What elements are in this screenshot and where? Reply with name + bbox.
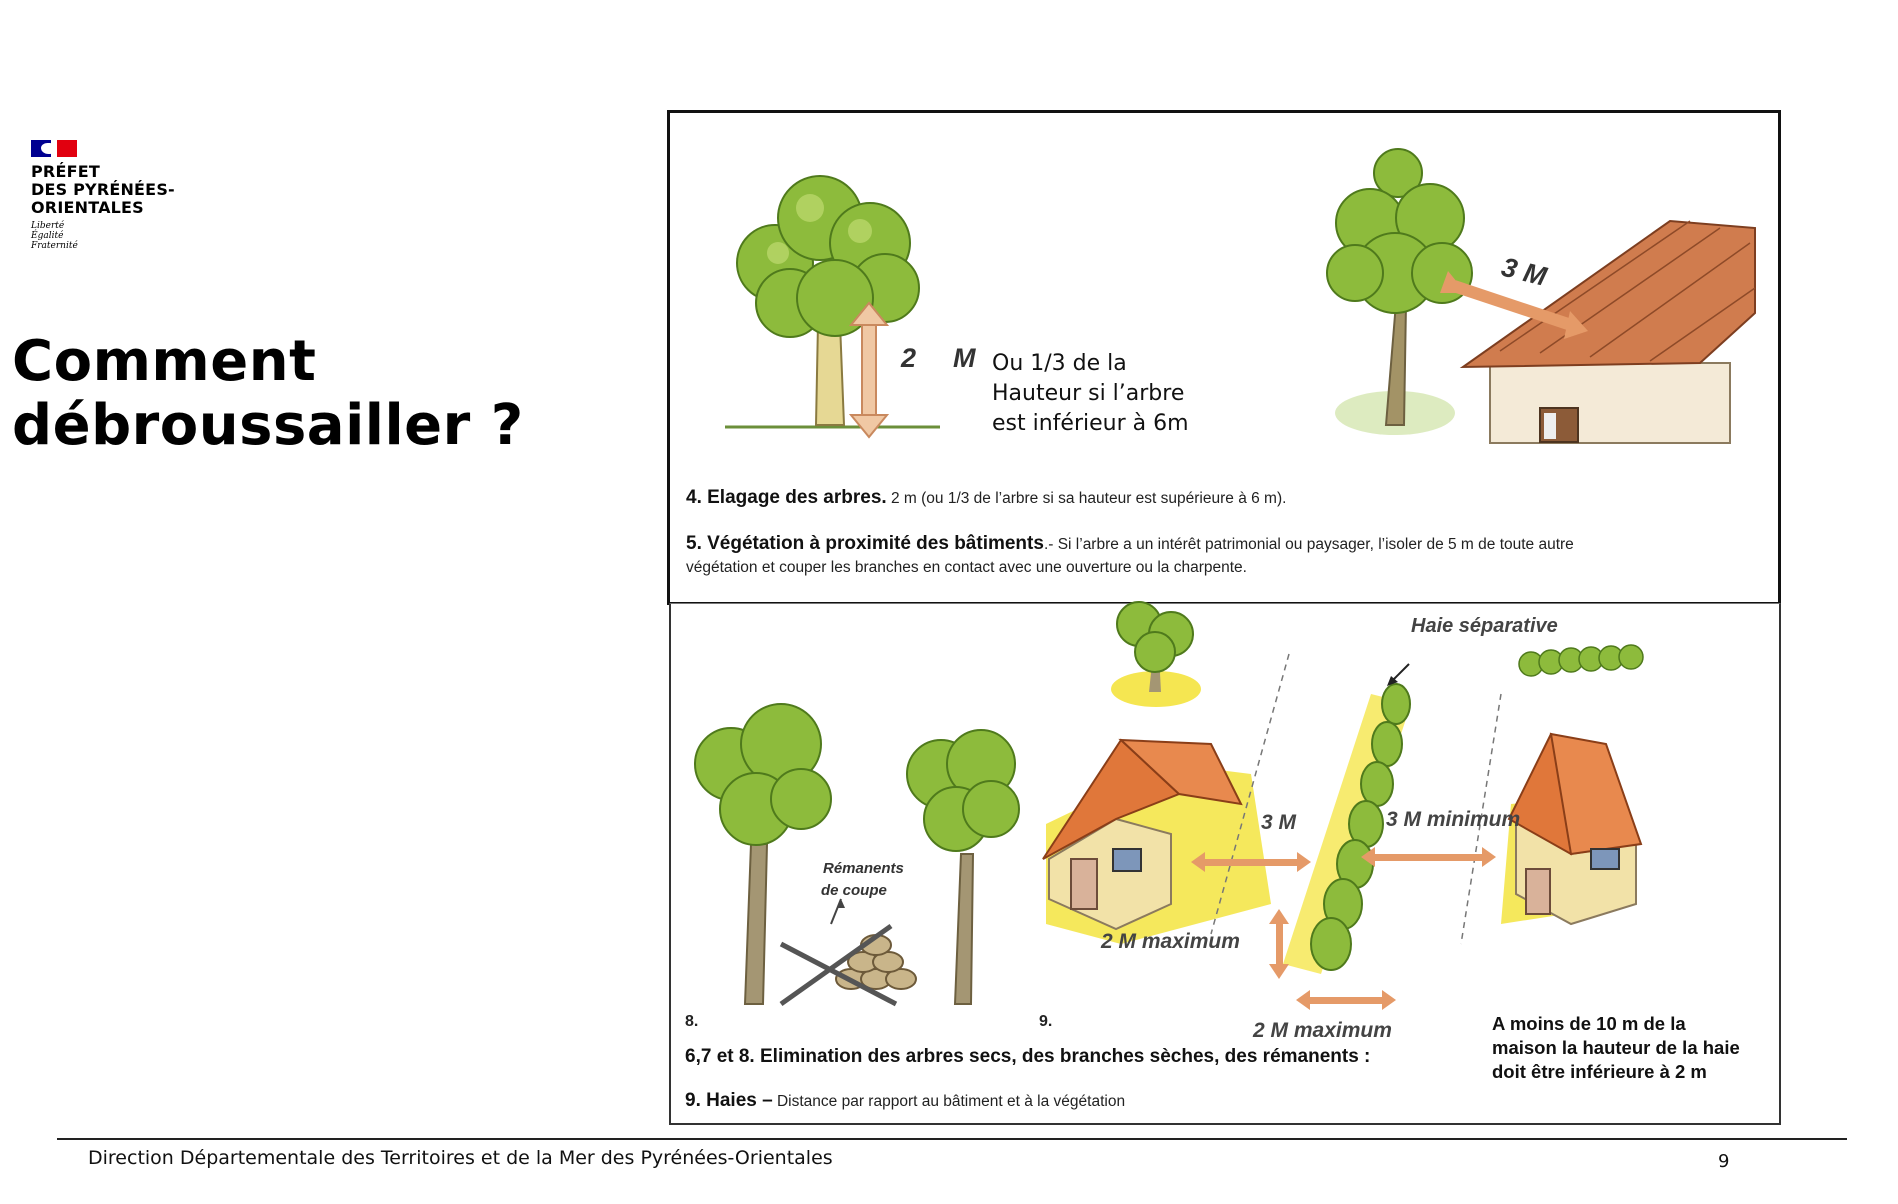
figure-number-8: 8.: [685, 1013, 699, 1030]
remanents-label-2: de coupe: [821, 882, 887, 899]
height-arrow-2m: [851, 303, 887, 437]
page-number: 9: [1718, 1151, 1730, 1172]
pruning-illustration: [670, 113, 1778, 483]
hedge-label: Haie séparative: [1411, 615, 1558, 637]
dead-wood-trees-illustration: [695, 704, 1019, 1004]
title-line-2: débroussailler ?: [12, 393, 524, 458]
hedge-height-note-line-3: doit être inférieure à 2 m: [1492, 1061, 1707, 1082]
prefecture-logo: [31, 140, 191, 251]
caption-5-line-2: végétation et couper les branches en contact avec une ouverture ou la charpente.: [686, 559, 1247, 576]
caption-5: [686, 533, 1574, 555]
tree-height-note: [992, 349, 1189, 439]
motto-egalite: Égalité: [31, 231, 64, 241]
label-2m-max-width: 2 M maximum: [1253, 1019, 1392, 1042]
label-3m: 3 M: [1498, 251, 1550, 292]
tree-height-note-line-1: Ou 1/3 de la: [992, 351, 1127, 376]
label-3m-house: 3 M: [1261, 811, 1297, 834]
caption-4-text: 2 m (ou 1/3 de l’arbre si sa hauteur est supérieure à 6 m).: [886, 490, 1287, 507]
title-line-1: Comment: [12, 329, 317, 394]
caption-9-heading: 9. Haies –: [685, 1090, 773, 1111]
marianne-flag-icon: [31, 140, 77, 157]
hedge-houses-illustration: [1043, 602, 1643, 974]
motto-fraternite: Fraternité: [31, 241, 78, 251]
tree-height-note-line-3: est inférieur à 6m: [992, 411, 1189, 436]
logo-line-2: DES PYRÉNÉES-: [31, 180, 175, 199]
footer-divider: [57, 1138, 1847, 1140]
label-m: M: [953, 343, 976, 373]
figure-number-9: 9.: [1039, 1013, 1053, 1030]
caption-6-7-8-heading: 6,7 et 8. Elimination des arbres secs, des branches sèches, des rémanents :: [685, 1046, 1371, 1067]
slide-title: [12, 330, 524, 458]
caption-9-text: Distance par rapport au bâtiment et à la végétation: [772, 1093, 1126, 1110]
caption-6-7-8: [685, 1046, 1370, 1068]
tree-height-note-line-2: Hauteur si l’arbre: [992, 381, 1185, 406]
footer-organization: Direction Départementale des Territoires et de la Mer des Pyrénées-Orientales: [88, 1147, 833, 1169]
label-2m-max-height: 2 M maximum: [1101, 930, 1240, 953]
logo-line-1: PRÉFET: [31, 162, 100, 181]
motto-liberte: Liberté: [31, 221, 65, 231]
logo-line-3: ORIENTALES: [31, 198, 144, 217]
caption-4-heading: 4. Elagage des arbres.: [686, 487, 887, 508]
clearing-illustration: [671, 604, 1779, 1042]
hedge-height-note-line-1: A moins de 10 m de la: [1492, 1013, 1686, 1034]
caption-9: [685, 1090, 1125, 1112]
caption-5-heading: 5. Végétation à proximité des bâtiments: [686, 533, 1044, 554]
caption-4: [686, 487, 1286, 509]
label-2: 2: [901, 343, 917, 373]
remanents-label-1: Rémanents: [823, 860, 904, 877]
hedge-height-note-line-2: maison la hauteur de la haie: [1492, 1037, 1740, 1058]
hedge-height-note: [1492, 1012, 1740, 1084]
pruned-tree-illustration: [725, 176, 940, 427]
label-3m-minimum: 3 M minimum: [1386, 808, 1521, 831]
caption-5-text: .- Si l’arbre a un intérêt patrimonial ou paysager, l’isoler de 5 m de toute autre: [1043, 536, 1574, 553]
clearing-illustration-panel: [669, 603, 1781, 1125]
pruning-illustration-panel: [667, 110, 1781, 605]
